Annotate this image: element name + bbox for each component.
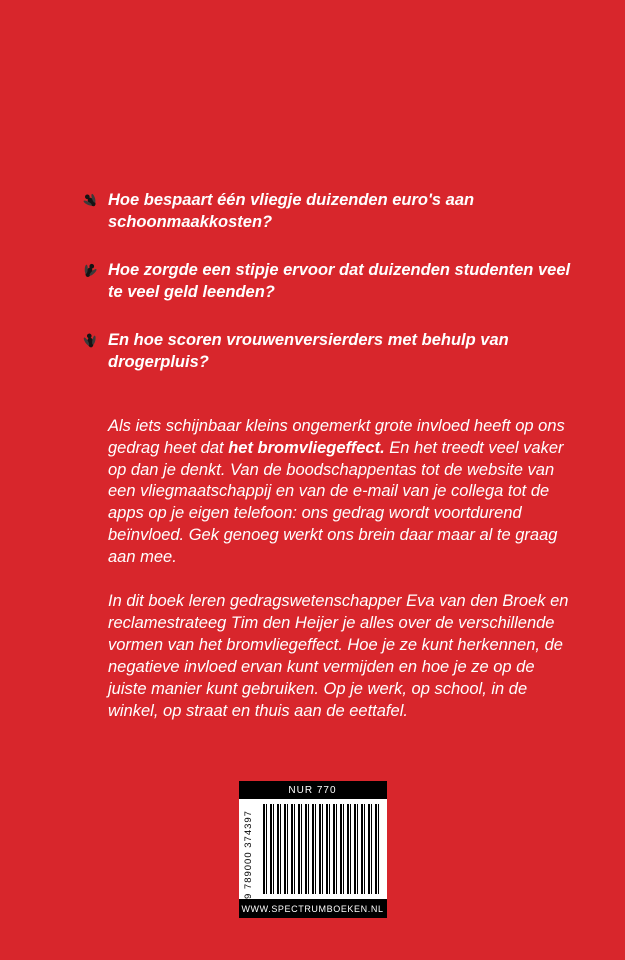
blurb-text: En het treedt veel vaker op dan je denkt. Van de boodschappentas tot de website van een vliegmaatschappij en van de e-mail van je collega tot de apps op je eigen telefoon: ons gedrag wordt voortdurend beïnvloed. Gek genoeg werkt ons brein daar maar al te graag aan mee.: [108, 438, 564, 567]
blurb-paragraph-1: [108, 416, 574, 570]
barcode-block: [239, 781, 387, 918]
bullet-question-text: Hoe zorgde een stipje ervoor dat duizenden studenten veel te veel geld leenden?: [108, 260, 571, 301]
barcode-bars: [263, 804, 382, 894]
bullet-question-text: Hoe bespaart één vliegje duizenden euro's aan schoonmaakkosten?: [108, 191, 475, 231]
bullet-question-1: [108, 190, 574, 234]
bullet-question-3: [108, 330, 574, 374]
blurb-paragraph-2: In dit boek leren gedragswetenschapper Eva van den Broek en reclamestrateeg Tim den Heijer je alles over de verschillende vormen van het bromvliegeffect. Hoe je ze kunt herkennen, de negatieve invloed ervan kunt vermijden en hoe je ze op de juiste manier kunt gebruiken. Op je werk, op school, in de winkel, op straat en thuis aan de eettafel.: [108, 592, 569, 720]
blurb-text: Als iets schijnbaar kleins ongemerkt grote invloed heeft op ons gedrag heet dat: [108, 416, 565, 457]
publisher-website: WWW.SPECTRUMBOEKEN.NL: [239, 899, 387, 918]
nur-label: NUR 770: [239, 781, 387, 799]
barcode: [239, 799, 387, 899]
fly-icon: [80, 190, 100, 210]
fly-icon: [80, 330, 100, 350]
bullet-question-text: En hoe scoren vrouwenversierders met behulp van drogerpluis?: [108, 330, 509, 371]
isbn-number: 9 789000 374397: [242, 810, 254, 899]
bullet-question-2: [108, 260, 574, 304]
fly-icon: [80, 260, 100, 280]
book-title-inline: het bromvliegeffect.: [228, 438, 385, 457]
cover-text-block: [108, 190, 574, 745]
